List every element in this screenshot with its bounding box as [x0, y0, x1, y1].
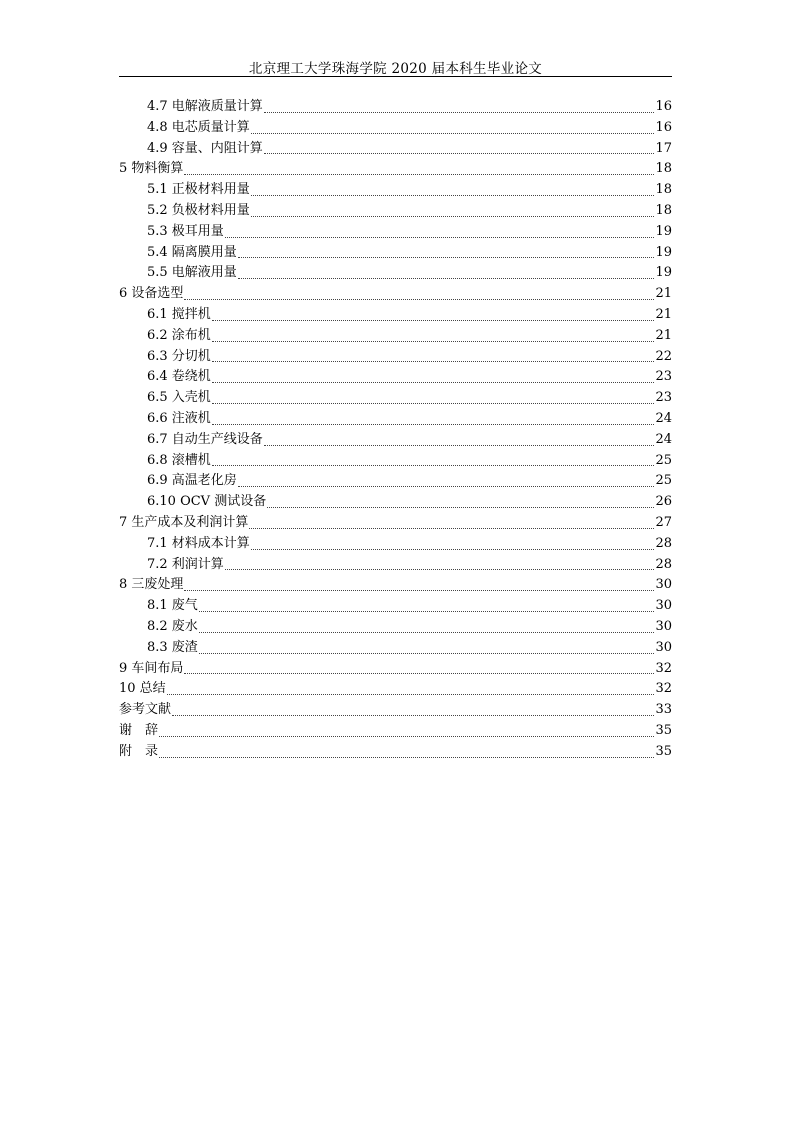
- table-of-contents: [119, 97, 672, 763]
- toc-entry-page: 32: [655, 681, 672, 697]
- toc-entry-title: 7 生产成本及利润计算: [119, 514, 249, 530]
- toc-leader-dots: [212, 465, 655, 466]
- toc-entry-page: 21: [655, 306, 672, 322]
- toc-entry[interactable]: [119, 430, 672, 451]
- toc-leader-dots: [172, 715, 654, 716]
- toc-leader-dots: [199, 653, 655, 654]
- toc-entry[interactable]: [119, 201, 672, 222]
- toc-entry[interactable]: [119, 388, 672, 409]
- toc-entry-title: 10 总结: [119, 681, 166, 697]
- toc-entry[interactable]: [119, 451, 672, 472]
- toc-entry-page: 18: [655, 202, 672, 218]
- toc-leader-dots: [159, 757, 654, 758]
- toc-entry[interactable]: [119, 659, 672, 680]
- toc-entry-title: 6.1 搅拌机: [147, 306, 211, 322]
- toc-entry-page: 23: [655, 390, 672, 406]
- toc-entry[interactable]: [119, 471, 672, 492]
- toc-entry-title: 8 三废处理: [119, 577, 184, 593]
- toc-entry-title: 谢 辞: [119, 722, 159, 738]
- toc-leader-dots: [212, 320, 655, 321]
- toc-leader-dots: [251, 133, 655, 134]
- toc-entry[interactable]: [119, 326, 672, 347]
- toc-entry-title: 6.5 入壳机: [147, 390, 211, 406]
- toc-entry-title: 6.9 高温老化房: [147, 473, 237, 489]
- toc-leader-dots: [251, 195, 655, 196]
- toc-entry-title: 9 车间布局: [119, 660, 184, 676]
- toc-leader-dots: [184, 590, 654, 591]
- toc-leader-dots: [238, 257, 655, 258]
- toc-entry-page: 30: [655, 598, 672, 614]
- toc-leader-dots: [212, 341, 655, 342]
- toc-entry[interactable]: [119, 118, 672, 139]
- toc-entry-title: 6.6 注液机: [147, 410, 211, 426]
- toc-entry-page: 16: [655, 99, 672, 114]
- toc-entry[interactable]: [119, 700, 672, 721]
- toc-entry-title: 6.8 滚槽机: [147, 452, 211, 468]
- toc-entry-title: 5.2 负极材料用量: [147, 202, 250, 218]
- toc-entry-page: 28: [655, 556, 672, 572]
- toc-entry[interactable]: [119, 347, 672, 368]
- toc-entry[interactable]: [119, 596, 672, 617]
- toc-entry-title: 7.1 材料成本计算: [147, 535, 250, 551]
- toc-entry-page: 35: [655, 743, 672, 759]
- toc-leader-dots: [167, 694, 655, 695]
- toc-entry-title: 8.1 废气: [147, 598, 198, 614]
- toc-leader-dots: [238, 486, 655, 487]
- toc-entry-page: 24: [655, 410, 672, 426]
- toc-leader-dots: [264, 153, 655, 154]
- toc-entry-title: 6.10 OCV 测试设备: [147, 494, 267, 510]
- toc-entry-page: 21: [655, 327, 672, 343]
- toc-entry-page: 28: [655, 535, 672, 551]
- toc-entry-page: 23: [655, 369, 672, 385]
- toc-entry-title: 6 设备选型: [119, 286, 184, 302]
- toc-entry-title: 5.3 极耳用量: [147, 223, 224, 239]
- toc-entry[interactable]: [119, 721, 672, 742]
- toc-entry-page: 32: [655, 660, 672, 676]
- toc-entry[interactable]: [119, 367, 672, 388]
- toc-entry-page: 26: [655, 494, 672, 510]
- toc-leader-dots: [212, 403, 655, 404]
- toc-entry[interactable]: [119, 180, 672, 201]
- toc-entry-title: 4.8 电芯质量计算: [147, 119, 250, 135]
- toc-leader-dots: [212, 361, 655, 362]
- toc-entry-page: 16: [655, 119, 672, 135]
- toc-entry-page: 22: [655, 348, 672, 364]
- toc-entry-page: 18: [655, 161, 672, 177]
- toc-entry[interactable]: [119, 243, 672, 264]
- toc-entry-page: 19: [655, 223, 672, 239]
- toc-entry-title: 6.4 卷绕机: [147, 369, 211, 385]
- toc-entry[interactable]: [119, 492, 672, 513]
- toc-entry-title: 参考文献: [119, 702, 172, 718]
- toc-entry-page: 30: [655, 577, 672, 593]
- toc-entry-page: 30: [655, 639, 672, 655]
- toc-leader-dots: [267, 507, 654, 508]
- toc-entry-page: 18: [655, 182, 672, 198]
- toc-leader-dots: [238, 278, 655, 279]
- toc-entry-page: 17: [655, 140, 672, 156]
- toc-entry-title: 附 录: [119, 743, 159, 759]
- toc-entry-title: 8.2 废水: [147, 618, 198, 634]
- toc-leader-dots: [225, 569, 655, 570]
- toc-leader-dots: [184, 673, 654, 674]
- toc-entry[interactable]: [119, 638, 672, 659]
- toc-leader-dots: [199, 611, 655, 612]
- toc-leader-dots: [199, 632, 655, 633]
- header-rule: [119, 76, 672, 77]
- toc-entry[interactable]: [119, 159, 672, 180]
- toc-entry-title: 5.1 正极材料用量: [147, 182, 250, 198]
- toc-entry[interactable]: [119, 534, 672, 555]
- toc-leader-dots: [212, 424, 655, 425]
- toc-entry-page: 19: [655, 265, 672, 281]
- toc-entry-title: 6.7 自动生产线设备: [147, 431, 263, 447]
- toc-entry[interactable]: [119, 679, 672, 700]
- toc-entry-page: 24: [655, 431, 672, 447]
- toc-leader-dots: [251, 549, 655, 550]
- toc-entry-title: 7.2 利润计算: [147, 556, 224, 572]
- toc-leader-dots: [264, 445, 655, 446]
- toc-entry[interactable]: [119, 263, 672, 284]
- toc-entry[interactable]: [119, 555, 672, 576]
- toc-entry-page: 27: [655, 514, 672, 530]
- toc-entry[interactable]: [119, 139, 672, 160]
- toc-leader-dots: [264, 112, 655, 113]
- toc-entry[interactable]: [119, 742, 672, 763]
- toc-entry-title: 5 物料衡算: [119, 161, 184, 177]
- toc-leader-dots: [159, 736, 654, 737]
- toc-entry-page: 33: [655, 702, 672, 718]
- toc-leader-dots: [184, 299, 654, 300]
- toc-leader-dots: [184, 174, 654, 175]
- toc-entry[interactable]: [119, 305, 672, 326]
- toc-entry-title: 6.2 涂布机: [147, 327, 211, 343]
- toc-entry-title: 4.9 容量、内阻计算: [147, 140, 263, 156]
- toc-entry[interactable]: [119, 284, 672, 305]
- toc-entry[interactable]: [119, 575, 672, 596]
- toc-leader-dots: [251, 216, 655, 217]
- toc-entry-page: 21: [655, 286, 672, 302]
- toc-entry[interactable]: [119, 513, 672, 534]
- toc-entry-title: 8.3 废渣: [147, 639, 198, 655]
- toc-entry-page: 30: [655, 618, 672, 634]
- toc-entry-page: 19: [655, 244, 672, 260]
- toc-entry[interactable]: [119, 222, 672, 243]
- toc-leader-dots: [212, 382, 655, 383]
- toc-entry-title: 5.4 隔离膜用量: [147, 244, 237, 260]
- toc-entry-page: 25: [655, 473, 672, 489]
- toc-entry-page: 25: [655, 452, 672, 468]
- toc-leader-dots: [249, 528, 654, 529]
- toc-entry-title: 4.7 电解液质量计算: [147, 99, 263, 114]
- toc-leader-dots: [225, 237, 655, 238]
- running-header: 北京理工大学珠海学院 2020 届本科生毕业论文: [248, 61, 543, 77]
- toc-entry[interactable]: [119, 409, 672, 430]
- toc-entry[interactable]: [119, 97, 672, 118]
- toc-entry-title: 5.5 电解液用量: [147, 265, 237, 281]
- toc-entry-page: 35: [655, 722, 672, 738]
- toc-entry[interactable]: [119, 617, 672, 638]
- toc-entry-title: 6.3 分切机: [147, 348, 211, 364]
